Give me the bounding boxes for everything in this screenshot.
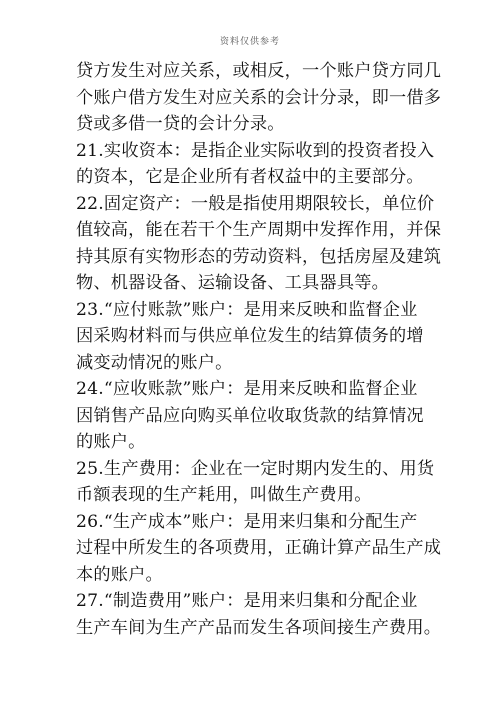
text-line: 因采购材料而与供应单位发生的结算债务的增: [76, 326, 424, 346]
text-line: 贷方发生对应关系，或相反，一个账户贷方同几: [76, 61, 442, 81]
text-line: 21.实收资本：是指企业实际收到的投资者投入: [76, 140, 435, 161]
text-line: 值较高，能在若干个生产周期中发挥作用，并保: [76, 220, 442, 240]
text-line: 22.固定资产：一般是指使用期限较长，单位价: [76, 193, 435, 214]
text-line: 本的账户。: [76, 564, 163, 585]
text-line: 因销售产品应向购买单位收取货款的结算情况: [76, 405, 424, 426]
text-line: 过程中所发生的各项费用，正确计算产品生产成: [76, 538, 442, 558]
text-line: 24.“应收账款”账户：是用来反映和监督企业: [76, 379, 418, 399]
text-line: 26.“生产成本”账户：是用来归集和分配生产: [76, 511, 418, 532]
header-note: 资料仅供参考: [219, 37, 280, 47]
document-body: [76, 58, 442, 641]
text-line: 23.“应付账款”账户：是用来反映和监督企业: [76, 299, 418, 320]
text-line: 的资本，它是企业所有者权益中的主要部分。: [76, 167, 424, 187]
text-line: 的账户。: [76, 432, 146, 452]
text-line: 贷或多借一贷的会计分录。: [76, 114, 285, 134]
text-line: 25.生产费用：企业在一定时期内发生的、用货: [76, 458, 435, 479]
text-line: 减变动情况的账户。: [76, 352, 233, 373]
text-line: 个账户借方发生对应关系的会计分录，即一借多: [76, 87, 442, 108]
text-line: 币额表现的生产耗用，叫做生产费用。: [76, 485, 372, 505]
text-line: 持其原有实物形态的劳动资料，包括房屋及建筑: [76, 246, 442, 267]
text-line: 27.“制造费用”账户：是用来归集和分配企业: [76, 591, 418, 611]
text-line: 物、机器设备、运输设备、工具器具等。: [76, 273, 389, 293]
text-line: 生产车间为生产产品而发生各项间接生产费用。: [76, 617, 442, 638]
